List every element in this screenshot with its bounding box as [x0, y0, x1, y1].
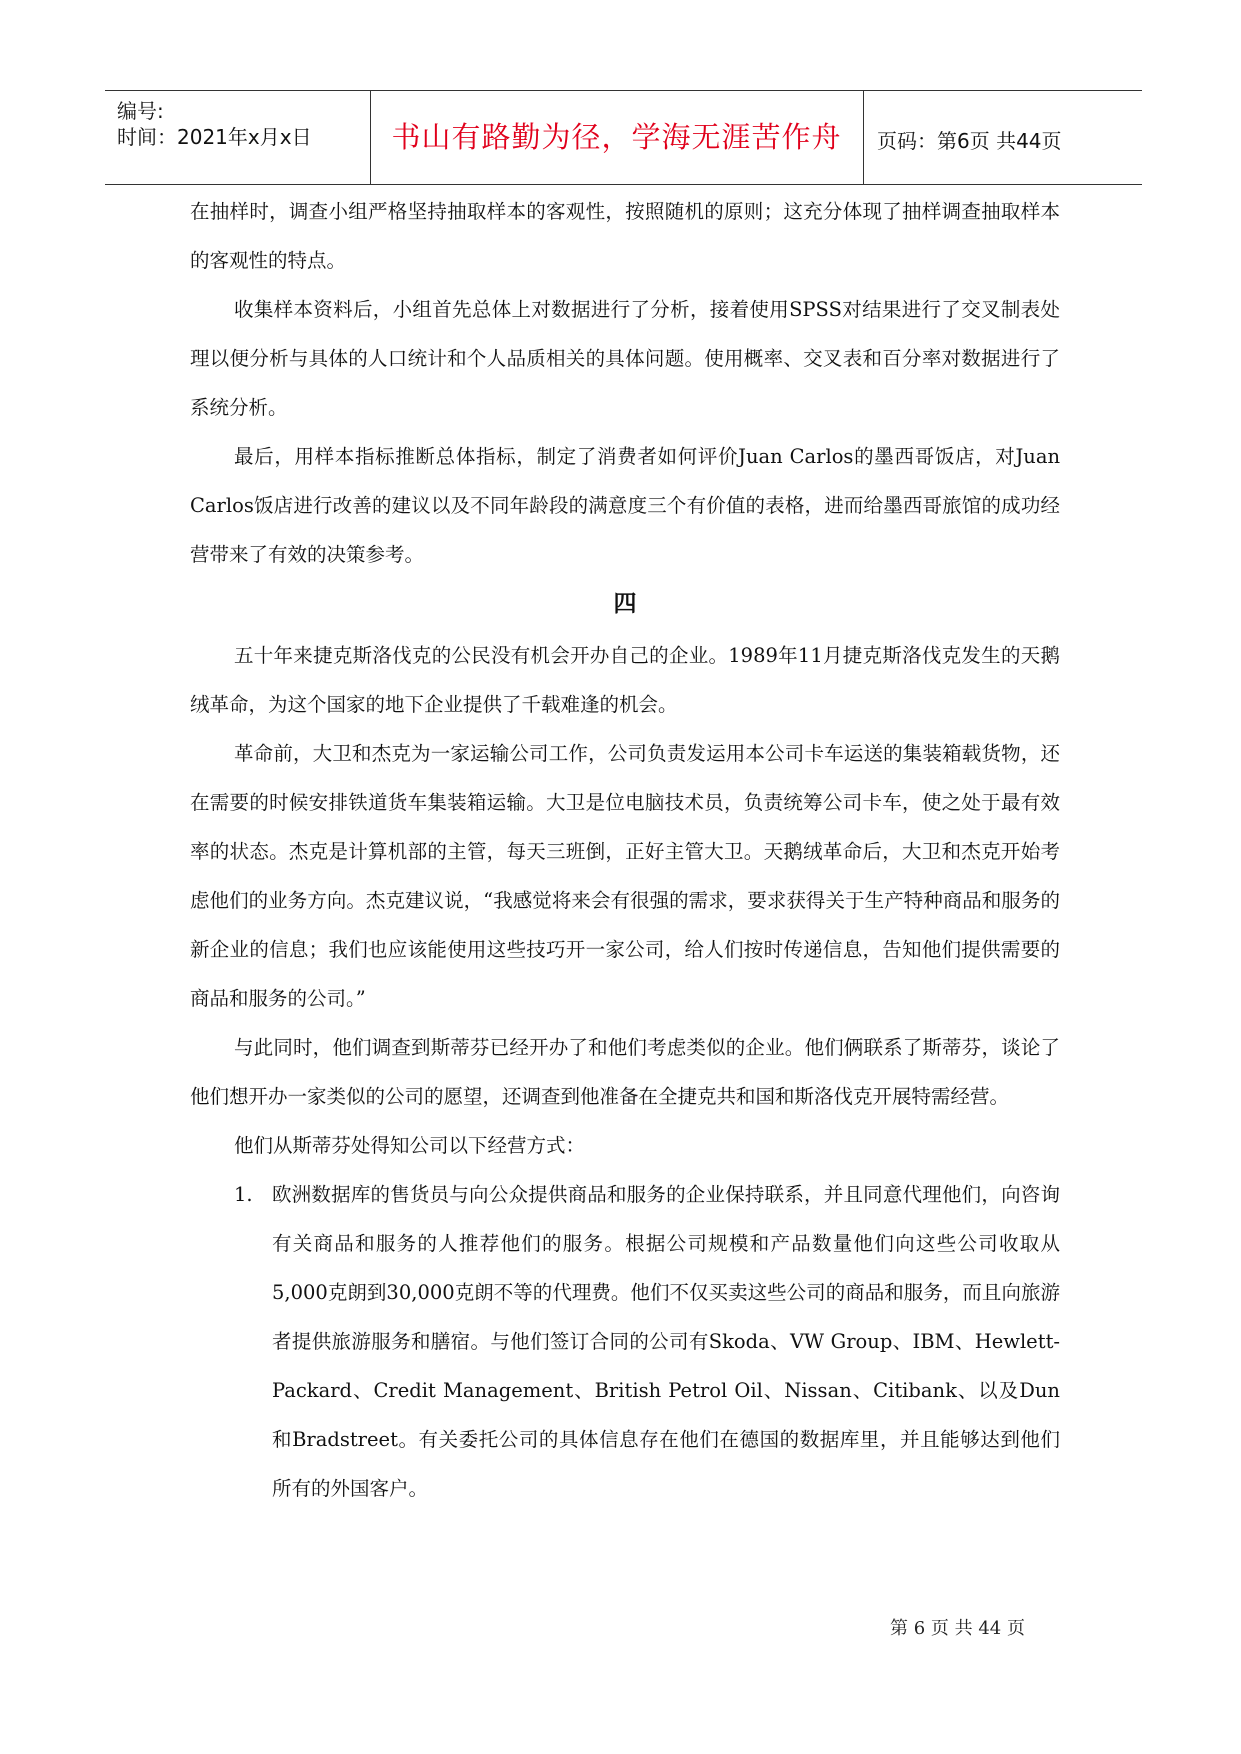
document-number-label: 编号: — [117, 99, 164, 123]
paragraph: 最后，用样本指标推断总体指标，制定了消费者如何评价Juan Carlos的墨西哥饭店，对Juan Carlos饭店进行改善的建议以及不同年龄段的满意度三个有价值的表格，进而给墨西哥旅馆的成功经营带来了有效的决策参考。 — [190, 445, 1060, 566]
page-footer: 第 6 页 共 44 页 — [890, 1618, 1025, 1639]
paragraph: 在抽样时，调查小组严格坚持抽取样本的客观性，按照随机的原则；这充分体现了抽样调查抽取样本的客观性的特点。 — [190, 200, 1060, 272]
list-item-text: 欧洲数据库的售货员与向公众提供商品和服务的企业保持联系，并且同意代理他们，向咨询有关商品和服务的人推荐他们的服务。根据公司规模和产品数量他们向这些公司收取从5,000克朗到30,000克朗不等的代理费。他们不仅买卖这些公司的商品和服务，而且向旅游者提供旅游服务和膳宿。与他们签订合同的公司有Skoda、VW Group、IBM、Hewlett-Packard、Credit Management、British Petrol Oil、Nissan、Citibank、以及Dun和Bradstreet。有关委托公司的具体信息存在他们在德国的数据库里，并且能够达到他们所有的外国客户。 — [272, 1183, 1060, 1500]
header-meta-cell — [105, 91, 371, 184]
list-item-number: 1. — [234, 1183, 253, 1206]
page-header — [105, 90, 1142, 185]
header-motto: 书山有路勤为径，学海无涯苦作舟 — [391, 120, 842, 154]
paragraph: 与此同时，他们调查到斯蒂芬已经开办了和他们考虑类似的企业。他们俩联系了斯蒂芬，谈论了他们想开办一家类似的公司的愿望，还调查到他准备在全捷克共和国和斯洛伐克开展特需经营。 — [190, 1036, 1060, 1108]
paragraph: 革命前，大卫和杰克为一家运输公司工作，公司负责发运用本公司卡车运送的集装箱载货物，还在需要的时候安排铁道货车集装箱运输。大卫是位电脑技术员，负责统筹公司卡车，使之处于最有效率的状态。杰克是计算机部的主管，每天三班倒，正好主管大卫。天鹅绒革命后，大卫和杰克开始考虑他们的业务方向。杰克建议说，“我感觉将来会有很强的需求，要求获得关于生产特种商品和服务的新企业的信息；我们也应该能使用这些技巧开一家公司，给人们按时传递信息，告知他们提供需要的商品和服务的公司。” — [190, 742, 1060, 1010]
list-item — [190, 1170, 1060, 1513]
header-page-cell — [863, 91, 1142, 184]
header-page-info: 页码：第6页 共44页 — [877, 129, 1062, 153]
paragraph: 他们从斯蒂芬处得知公司以下经营方式： — [234, 1134, 586, 1157]
paragraph: 五十年来捷克斯洛伐克的公民没有机会开办自己的企业。1989年11月捷克斯洛伐克发生的天鹅绒革命，为这个国家的地下企业提供了千载难逢的机会。 — [190, 644, 1060, 716]
section-title: 四 — [613, 590, 637, 617]
header-motto-cell — [370, 91, 864, 184]
document-time-label: 时间：2021年x月x日 — [117, 125, 312, 149]
document-body — [190, 187, 1060, 1513]
paragraph: 收集样本资料后，小组首先总体上对数据进行了分析，接着使用SPSS对结果进行了交叉制表处理以便分析与具体的人口统计和个人品质相关的具体问题。使用概率、交叉表和百分率对数据进行了系统分析。 — [190, 298, 1060, 419]
